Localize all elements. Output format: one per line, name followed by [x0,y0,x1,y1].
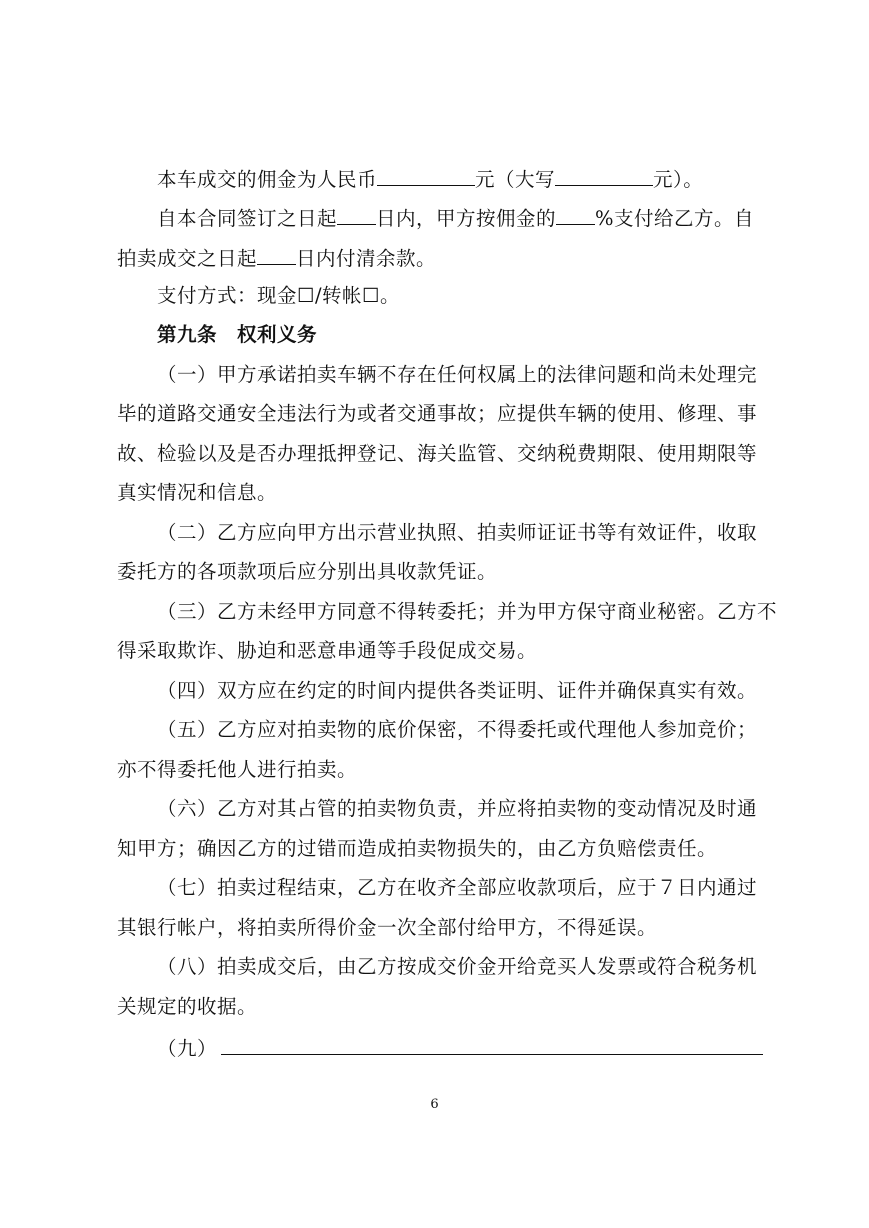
article-heading: 第九条 权利义务 [157,323,318,346]
payment-method: 支付方式：现金☐/转帐☐。 [157,284,401,307]
fill-blank-amount[interactable] [377,167,475,186]
body-line: （五）乙方应对拍卖物的底价保密，不得委托或代理他人参加竞价； [157,718,758,741]
fill-blank-amount-words[interactable] [555,167,653,186]
body-line: （七）拍卖过程结束，乙方在收齐全部应收款项后，应于７日内通过 [157,876,758,899]
body-line: 委托方的各项款项后应分别出具收款凭证。 [117,560,498,583]
body-line: （一）甲方承诺拍卖车辆不存在任何权属上的法律问题和尚未处理完 [157,363,758,386]
payment-text-e: 日内付清余款。 [296,247,437,270]
commission-text-a: 本车成交的佣金为人民币 [157,168,378,191]
fill-blank-item-nine[interactable] [221,1036,763,1055]
body-line: （二）乙方应向甲方出示营业执照、拍卖师证证书等有效证件，收取 [157,521,758,544]
commission-line [157,167,703,190]
payment-schedule-line-1 [157,206,754,229]
body-line: 知甲方；确因乙方的过错而造成拍卖物损失的，由乙方负赔偿责任。 [117,837,718,860]
fill-blank-settle-days[interactable] [257,246,296,265]
body-line: （八）拍卖成交后，由乙方按成交价金开给竞买人发票或符合税务机 [157,955,758,978]
body-line: 其银行帐户，将拍卖所得价金一次全部付给甲方，不得延误。 [117,916,658,939]
payment-text-a: 自本合同签订之日起 [157,207,338,230]
item-nine-line [157,1036,763,1059]
body-line: （三）乙方未经甲方同意不得转委托；并为甲方保守商业秘密。乙方不 [157,600,778,623]
body-line: 毕的道路交通安全违法行为或者交通事故；应提供车辆的使用、修理、事 [117,402,758,425]
payment-text-d: 拍卖成交之日起 [117,247,258,270]
page-number: 6 [430,1097,439,1112]
commission-text-b: 元（大写 [475,168,556,191]
payment-text-b: 日内，甲方按佣金的 [376,207,557,230]
body-line: 故、检验以及是否办理抵押登记、海关监管、交纳税费期限、使用期限等 [117,442,758,465]
commission-text-c: 元）。 [653,168,704,191]
body-line: 得采取欺诈、胁迫和恶意串通等手段促成交易。 [117,639,538,662]
body-line: 关规定的收据。 [117,995,258,1018]
fill-blank-percent[interactable] [556,206,595,225]
payment-text-c: %支付给乙方。自 [595,207,755,230]
payment-schedule-line-2 [117,246,436,269]
body-line: （四）双方应在约定的时间内提供各类证明、证件并确保真实有效。 [157,679,758,702]
body-line: （六）乙方对其占管的拍卖物负责，并应将拍卖物的变动情况及时通 [157,797,758,820]
fill-blank-days[interactable] [337,206,376,225]
item-nine-label: （九） [157,1037,218,1060]
body-line: 真实情况和信息。 [117,481,278,504]
body-line: 亦不得委托他人进行拍卖。 [117,758,358,781]
